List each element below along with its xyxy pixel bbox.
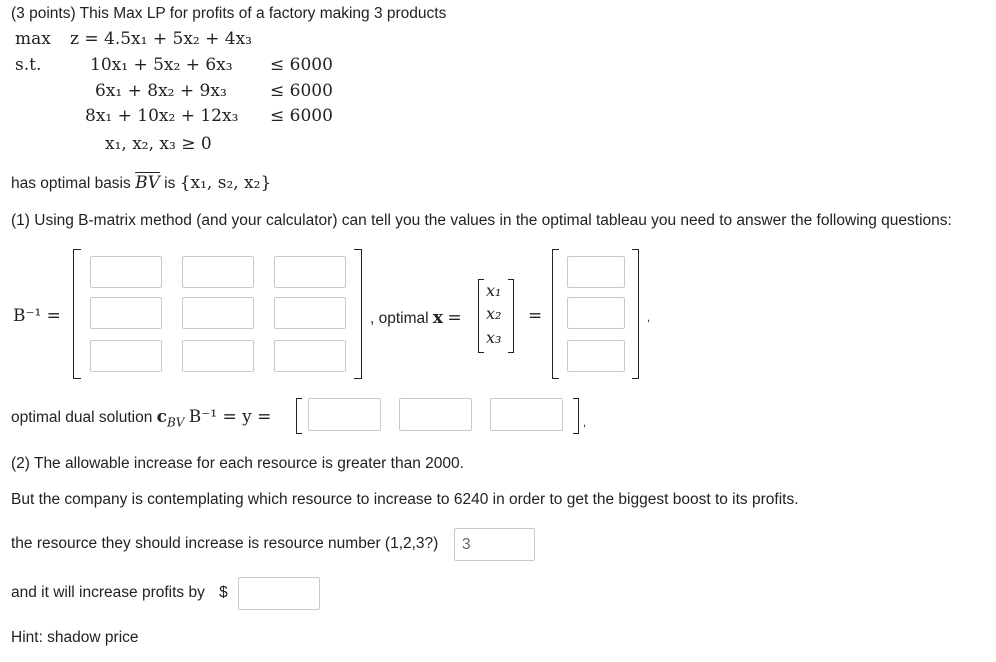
st-label: s.t. — [15, 55, 42, 75]
dual-text: optimal dual solution — [11, 409, 153, 426]
dual-y-3[interactable] — [490, 398, 563, 431]
max-label: max — [15, 29, 51, 49]
profit-question-text: and it will increase profits by — [11, 584, 205, 601]
hint-text: Hint: shadow price — [11, 629, 139, 646]
x-vector-item-2: x₂ — [486, 304, 502, 323]
profit-increase-field[interactable] — [239, 578, 319, 609]
question-header: (3 points) This Max LP for profits of a factory making 3 products — [11, 5, 447, 22]
constraint-2-lhs: 6x₁ + 8x₂ + 9x₃ — [95, 81, 227, 101]
binv-label: B⁻¹ = — [13, 306, 61, 326]
binv-cell-2-1[interactable] — [90, 297, 162, 329]
cbv-c: c — [156, 407, 167, 427]
optimal-x-label — [370, 308, 462, 328]
question-2-line-2: But the company is contemplating which resource to increase to 6240 in order to get the biggest boost to its profits. — [11, 491, 799, 508]
x-answer-3[interactable] — [567, 340, 625, 372]
question-2-line-1: (2) The allowable increase for each resource is greater than 2000. — [11, 455, 464, 472]
nonnegativity: x₁, x₂, x₃ ≥ 0 — [105, 134, 212, 154]
binv-cell-1-3[interactable] — [274, 256, 346, 288]
constraint-3-lhs: 8x₁ + 10x₂ + 12x₃ — [85, 106, 239, 126]
constraint-1-rhs: ≤ 6000 — [270, 55, 333, 75]
dual-right-bracket — [573, 398, 579, 434]
profit-question — [11, 584, 228, 602]
dual-left-bracket — [296, 398, 302, 434]
x-answer-1[interactable] — [567, 256, 625, 288]
x-answer-right-bracket — [632, 249, 639, 379]
resource-number-input[interactable] — [454, 528, 535, 561]
objective-function: z = 4.5x₁ + 5x₂ + 4x₃ — [70, 29, 252, 49]
question-1-text: (1) Using B-matrix method (and your calculator) can tell you the values in the optimal tableau you need to answer the following questions: — [11, 212, 952, 229]
dollar-sign: $ — [219, 584, 228, 601]
x-bold-symbol: x — [432, 308, 444, 328]
basis-text: has optimal basis — [11, 175, 131, 192]
matrix-left-bracket — [73, 249, 81, 379]
resource-number-field[interactable] — [455, 529, 534, 560]
x-vector-item-3: x₃ — [486, 328, 502, 347]
dual-comma: , — [583, 417, 587, 429]
x-answer-left-bracket — [552, 249, 559, 379]
binv-cell-2-2[interactable] — [182, 297, 254, 329]
dual-solution-line — [11, 407, 271, 429]
dual-y-2[interactable] — [399, 398, 472, 431]
constraint-2-rhs: ≤ 6000 — [270, 81, 333, 101]
x-vector-right-bracket — [508, 279, 514, 353]
binv-cell-2-3[interactable] — [274, 297, 346, 329]
bv-symbol: $\overline{BV}$ — [135, 173, 160, 193]
binv-cell-1-2[interactable] — [182, 256, 254, 288]
constraint-1-lhs: 10x₁ + 5x₂ + 6x₃ — [90, 55, 233, 75]
basis-line — [11, 173, 271, 193]
dual-expression: B⁻¹ = y = — [188, 407, 272, 427]
profit-increase-input[interactable] — [238, 577, 320, 610]
matrix-right-bracket — [354, 249, 362, 379]
optimal-text: , optimal — [370, 310, 429, 327]
constraint-3-rhs: ≤ 6000 — [270, 106, 333, 126]
x-equals: = — [447, 308, 462, 328]
cbv-symbol — [156, 407, 185, 430]
binv-cell-3-1[interactable] — [90, 340, 162, 372]
binv-cell-3-2[interactable] — [182, 340, 254, 372]
basis-set: {x₁, s₂, x₂} — [179, 173, 272, 193]
binv-cell-3-3[interactable] — [274, 340, 346, 372]
basis-is: is — [164, 175, 176, 192]
binv-cell-1-1[interactable] — [90, 256, 162, 288]
x-answer-2[interactable] — [567, 297, 625, 329]
x-vector-item-1: x₁ — [486, 281, 502, 300]
x-vector-left-bracket — [478, 279, 484, 353]
resource-question: the resource they should increase is resource number (1,2,3?) — [11, 535, 439, 552]
x-vector-equals: = — [528, 306, 543, 326]
dual-y-1[interactable] — [308, 398, 381, 431]
x-answer-comma: , — [647, 312, 651, 324]
cbv-subscript: BV — [166, 415, 185, 430]
